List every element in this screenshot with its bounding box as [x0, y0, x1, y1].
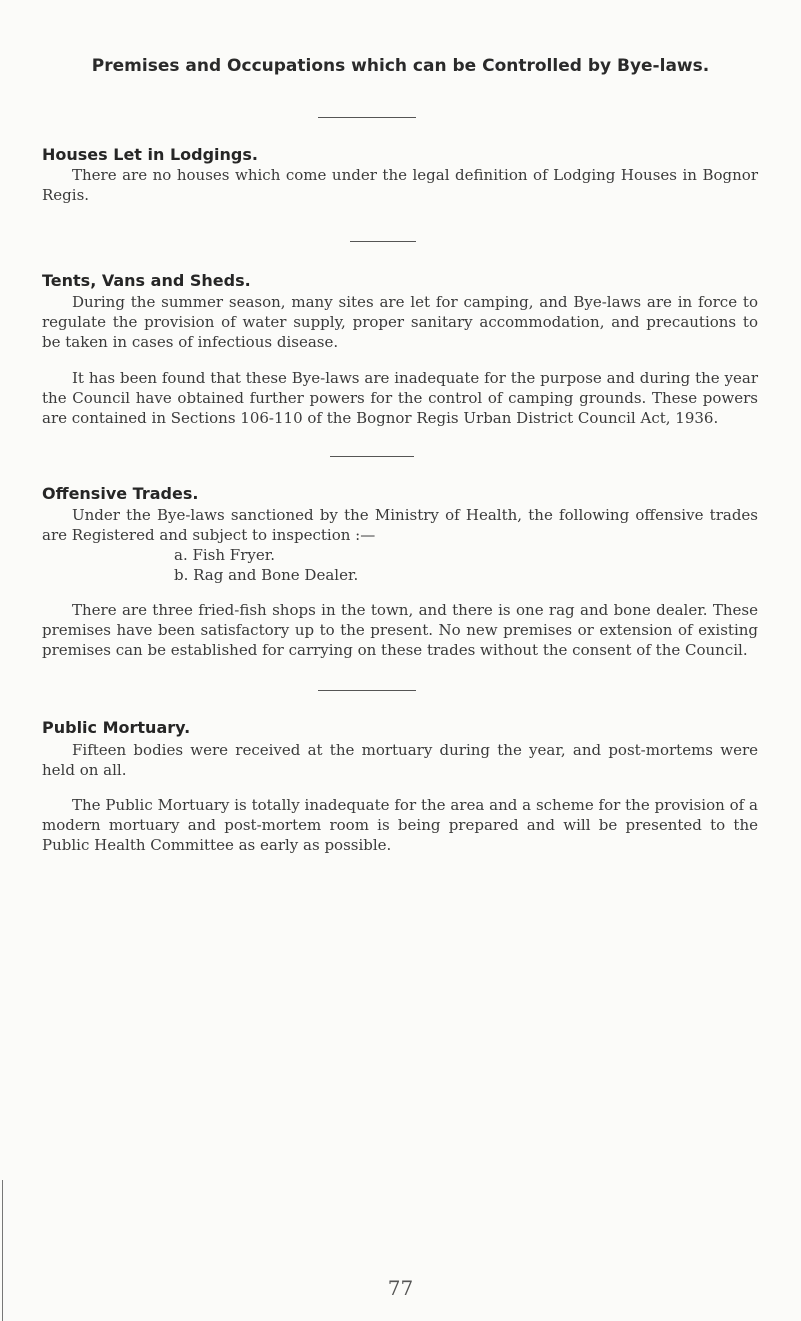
paragraph-lodgings-1: There are no houses which come under the legal definition of Lodging Houses in Bognor Regis. [42, 166, 758, 204]
heading-tents: Tents, Vans and Sheds. [42, 271, 251, 290]
section-divider [350, 241, 416, 242]
paragraph-mortuary-2: The Public Mortuary is totally inadequate for the area and a scheme for the provision of a modern mortuary and post-mortem room is being prepared and will be presented to the Public Health Committee as early as possible. [42, 796, 758, 854]
list-item: a. Fish Fryer. [174, 546, 276, 564]
heading-offensive: Offensive Trades. [42, 484, 199, 503]
heading-mortuary: Public Mortuary. [42, 718, 191, 737]
paragraph-tents-1: During the summer season, many sites are let for camping, and Bye-laws are in force to regulate the provision of water supply, proper sanitary accommodation, and precautions to be taken in cases of infectious disease. [42, 293, 758, 351]
paragraph-tents-2: It has been found that these Bye-laws are inadequate for the purpose and during the year the Council have obtained further powers for the control of camping grounds. These powers are contained in Sections 106-110 of the Bognor Regis Urban District Council Act, 1936. [42, 369, 758, 427]
page-edge-line [2, 1180, 3, 1321]
list-item: b. Rag and Bone Dealer. [174, 566, 359, 584]
paragraph-offensive-1: There are three fried-fish shops in the town, and there is one rag and bone dealer. These premises have been satisfactory up to the present. No new premises or extension of existing premises can be established for carrying on these trades without the consent of the Council. [42, 601, 758, 659]
section-divider [330, 456, 414, 457]
page-number: 77 [387, 1276, 414, 1300]
heading-lodgings: Houses Let in Lodgings. [42, 145, 258, 164]
page-title: Premises and Occupations which can be Controlled by Bye-laws. [91, 56, 710, 76]
paragraph-offensive-intro: Under the Bye-laws sanctioned by the Ministry of Health, the following offensive trades are Registered and subject to inspection :— [42, 506, 758, 544]
section-divider [318, 690, 416, 691]
section-divider [318, 117, 416, 118]
paragraph-mortuary-1: Fifteen bodies were received at the mortuary during the year, and post-mortems were held on all. [42, 741, 758, 779]
